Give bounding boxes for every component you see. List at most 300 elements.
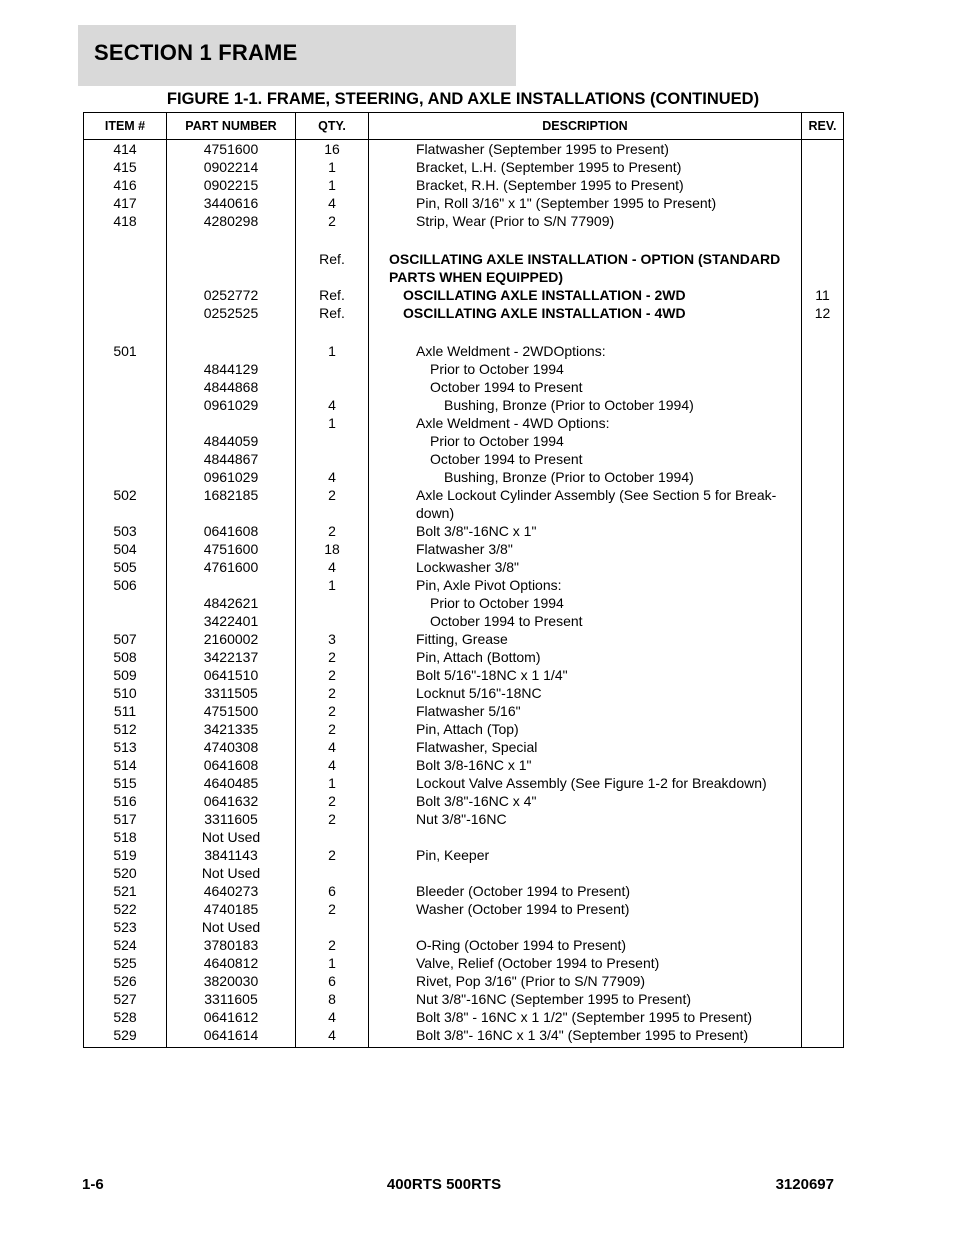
description-cell: Lockout Valve Assembly (See Figure 1-2 for Breakdown) (369, 774, 802, 792)
table-row (84, 612, 844, 630)
table-row (84, 1026, 844, 1048)
item-cell (84, 612, 167, 630)
table-row (84, 468, 844, 486)
part-number-cell: 0641510 (167, 666, 296, 684)
part-number-cell: 0641614 (167, 1026, 296, 1048)
item-cell (84, 304, 167, 322)
table-row (84, 286, 844, 304)
description-cell: Bracket, L.H. (September 1995 to Present) (369, 158, 802, 176)
item-cell: 521 (84, 882, 167, 900)
table-row (84, 954, 844, 972)
rev-cell (802, 158, 844, 176)
header-description: DESCRIPTION (369, 113, 802, 140)
rev-cell (802, 414, 844, 432)
table-row (84, 342, 844, 360)
rev-cell (802, 792, 844, 810)
part-number-cell: 0961029 (167, 468, 296, 486)
part-number-cell: 4844059 (167, 432, 296, 450)
item-cell: 527 (84, 990, 167, 1008)
table-row (84, 666, 844, 684)
item-cell: 526 (84, 972, 167, 990)
item-cell: 508 (84, 648, 167, 666)
part-number-cell: 4844867 (167, 450, 296, 468)
part-number-cell: 3820030 (167, 972, 296, 990)
qty-cell: 1 (296, 158, 369, 176)
description-cell: Fitting, Grease (369, 630, 802, 648)
part-number-cell (167, 342, 296, 360)
part-number-cell: 4640273 (167, 882, 296, 900)
item-cell: 418 (84, 212, 167, 230)
qty-cell: 3 (296, 630, 369, 648)
part-number-cell: 0641608 (167, 522, 296, 540)
spacer-cell (84, 230, 167, 250)
rev-cell (802, 540, 844, 558)
item-cell (84, 432, 167, 450)
part-number-cell: 4751600 (167, 140, 296, 159)
rev-cell (802, 212, 844, 230)
part-number-cell: 4842621 (167, 594, 296, 612)
table-row (84, 140, 844, 159)
description-cell: Axle Weldment - 2WDOptions: (369, 342, 802, 360)
qty-cell: 4 (296, 1026, 369, 1048)
parts-table-body (84, 140, 844, 1048)
table-spacer-row (84, 322, 844, 342)
part-number-cell: 0641632 (167, 792, 296, 810)
qty-cell: 8 (296, 990, 369, 1008)
qty-cell: 4 (296, 468, 369, 486)
description-cell: Flatwasher 3/8" (369, 540, 802, 558)
rev-cell (802, 882, 844, 900)
rev-cell (802, 194, 844, 212)
spacer-cell (84, 322, 167, 342)
rev-cell (802, 900, 844, 918)
rev-cell (802, 450, 844, 468)
rev-cell (802, 1026, 844, 1048)
part-number-cell: 0252772 (167, 286, 296, 304)
rev-cell (802, 666, 844, 684)
description-cell: Valve, Relief (October 1994 to Present) (369, 954, 802, 972)
part-number-cell: 4751600 (167, 540, 296, 558)
header-qty: QTY. (296, 113, 369, 140)
item-cell (84, 286, 167, 304)
item-cell: 506 (84, 576, 167, 594)
part-number-cell (167, 250, 296, 286)
item-cell: 417 (84, 194, 167, 212)
description-cell: Axle Weldment - 4WD Options: (369, 414, 802, 432)
description-cell: Bolt 3/8"- 16NC x 1 3/4" (September 1995 to Present) (369, 1026, 802, 1048)
item-cell: 502 (84, 486, 167, 522)
qty-cell: 6 (296, 882, 369, 900)
table-row (84, 558, 844, 576)
qty-cell: Ref. (296, 250, 369, 286)
qty-cell: 2 (296, 792, 369, 810)
description-cell: OSCILLATING AXLE INSTALLATION - 2WD (369, 286, 802, 304)
table-row (84, 194, 844, 212)
item-cell (84, 250, 167, 286)
qty-cell: 2 (296, 684, 369, 702)
table-header-row (84, 113, 844, 140)
description-cell: OSCILLATING AXLE INSTALLATION - OPTION (STANDARD PARTS WHEN EQUIPPED) (369, 250, 802, 286)
part-number-cell: Not Used (167, 918, 296, 936)
item-cell: 514 (84, 756, 167, 774)
qty-cell: 1 (296, 176, 369, 194)
description-cell: October 1994 to Present (369, 378, 802, 396)
header-part-number: PART NUMBER (167, 113, 296, 140)
description-cell: Nut 3/8"-16NC (369, 810, 802, 828)
table-row (84, 846, 844, 864)
rev-cell (802, 756, 844, 774)
description-cell: Nut 3/8"-16NC (September 1995 to Present) (369, 990, 802, 1008)
footer-doc-number: 3120697 (775, 1176, 834, 1193)
table-row (84, 396, 844, 414)
description-cell: Bolt 3/8" - 16NC x 1 1/2" (September 1995 to Present) (369, 1008, 802, 1026)
qty-cell: 4 (296, 756, 369, 774)
part-number-cell: 3311505 (167, 684, 296, 702)
item-cell: 507 (84, 630, 167, 648)
rev-cell (802, 612, 844, 630)
qty-cell: 2 (296, 212, 369, 230)
qty-cell: 2 (296, 810, 369, 828)
table-row (84, 176, 844, 194)
spacer-cell (802, 230, 844, 250)
rev-cell (802, 576, 844, 594)
rev-cell (802, 594, 844, 612)
part-number-cell: 0902215 (167, 176, 296, 194)
spacer-cell (296, 322, 369, 342)
table-row (84, 648, 844, 666)
table-row (84, 792, 844, 810)
qty-cell (296, 828, 369, 846)
rev-cell (802, 738, 844, 756)
qty-cell (296, 594, 369, 612)
table-row (84, 486, 844, 522)
table-row (84, 414, 844, 432)
rev-cell (802, 720, 844, 738)
rev-cell (802, 774, 844, 792)
description-cell: Pin, Attach (Top) (369, 720, 802, 738)
table-row (84, 972, 844, 990)
part-number-cell: 3421335 (167, 720, 296, 738)
description-cell: Bolt 5/16"-18NC x 1 1/4" (369, 666, 802, 684)
item-cell: 520 (84, 864, 167, 882)
table-row (84, 432, 844, 450)
part-number-cell: 3780183 (167, 936, 296, 954)
table-row (84, 810, 844, 828)
qty-cell: 1 (296, 342, 369, 360)
part-number-cell (167, 414, 296, 432)
qty-cell: 16 (296, 140, 369, 159)
description-cell: Bushing, Bronze (Prior to October 1994) (369, 468, 802, 486)
description-cell: Bleeder (October 1994 to Present) (369, 882, 802, 900)
description-cell: OSCILLATING AXLE INSTALLATION - 4WD (369, 304, 802, 322)
rev-cell (802, 468, 844, 486)
rev-cell (802, 360, 844, 378)
item-cell: 513 (84, 738, 167, 756)
description-cell: October 1994 to Present (369, 450, 802, 468)
table-row (84, 630, 844, 648)
spacer-cell (167, 230, 296, 250)
table-row (84, 594, 844, 612)
table-row (84, 212, 844, 230)
description-cell: Pin, Attach (Bottom) (369, 648, 802, 666)
part-number-cell (167, 576, 296, 594)
table-row (84, 864, 844, 882)
footer-page-number: 1-6 (82, 1176, 104, 1193)
rev-cell: 12 (802, 304, 844, 322)
item-cell: 515 (84, 774, 167, 792)
rev-cell (802, 630, 844, 648)
description-cell: Pin, Keeper (369, 846, 802, 864)
description-cell: Prior to October 1994 (369, 360, 802, 378)
description-cell: Strip, Wear (Prior to S/N 77909) (369, 212, 802, 230)
qty-cell: 2 (296, 936, 369, 954)
table-row (84, 250, 844, 286)
table-row (84, 774, 844, 792)
description-cell (369, 828, 802, 846)
table-row (84, 540, 844, 558)
rev-cell (802, 140, 844, 159)
section-title: SECTION 1 FRAME (94, 40, 298, 65)
header-rev: REV. (802, 113, 844, 140)
part-number-cell: 1682185 (167, 486, 296, 522)
item-cell: 516 (84, 792, 167, 810)
item-cell: 528 (84, 1008, 167, 1026)
item-cell: 504 (84, 540, 167, 558)
rev-cell: 11 (802, 286, 844, 304)
rev-cell (802, 810, 844, 828)
description-cell: Pin, Roll 3/16" x 1" (September 1995 to Present) (369, 194, 802, 212)
rev-cell (802, 684, 844, 702)
spacer-cell (369, 322, 802, 342)
qty-cell: 2 (296, 522, 369, 540)
item-cell (84, 594, 167, 612)
table-row (84, 450, 844, 468)
item-cell: 522 (84, 900, 167, 918)
table-row (84, 304, 844, 322)
qty-cell: 2 (296, 720, 369, 738)
description-cell: Rivet, Pop 3/16" (Prior to S/N 77909) (369, 972, 802, 990)
item-cell: 529 (84, 1026, 167, 1048)
table-row (84, 360, 844, 378)
item-cell (84, 396, 167, 414)
part-number-cell: 3422401 (167, 612, 296, 630)
spacer-cell (296, 230, 369, 250)
rev-cell (802, 176, 844, 194)
rev-cell (802, 648, 844, 666)
description-cell: Bolt 3/8"-16NC x 4" (369, 792, 802, 810)
rev-cell (802, 558, 844, 576)
footer-model: 400RTS 500RTS (386, 1176, 502, 1193)
description-cell: Bracket, R.H. (September 1995 to Present) (369, 176, 802, 194)
table-row (84, 990, 844, 1008)
part-number-cell: 3311605 (167, 990, 296, 1008)
description-cell (369, 864, 802, 882)
table-row (84, 828, 844, 846)
qty-cell: Ref. (296, 304, 369, 322)
qty-cell (296, 612, 369, 630)
part-number-cell: 3422137 (167, 648, 296, 666)
qty-cell: 2 (296, 648, 369, 666)
part-number-cell: 0961029 (167, 396, 296, 414)
rev-cell (802, 396, 844, 414)
table-row (84, 158, 844, 176)
description-cell: Prior to October 1994 (369, 432, 802, 450)
spacer-cell (369, 230, 802, 250)
table-spacer-row (84, 230, 844, 250)
part-number-cell: 2160002 (167, 630, 296, 648)
rev-cell (802, 936, 844, 954)
item-cell: 517 (84, 810, 167, 828)
qty-cell: 2 (296, 702, 369, 720)
qty-cell: 1 (296, 954, 369, 972)
rev-cell (802, 250, 844, 286)
description-cell (369, 918, 802, 936)
description-cell: Bolt 3/8"-16NC x 1" (369, 522, 802, 540)
item-cell: 505 (84, 558, 167, 576)
qty-cell: 4 (296, 558, 369, 576)
qty-cell: 18 (296, 540, 369, 558)
item-cell: 525 (84, 954, 167, 972)
item-cell: 519 (84, 846, 167, 864)
part-number-cell: Not Used (167, 828, 296, 846)
rev-cell (802, 1008, 844, 1026)
item-cell (84, 450, 167, 468)
item-cell (84, 414, 167, 432)
qty-cell: 4 (296, 738, 369, 756)
part-number-cell: Not Used (167, 864, 296, 882)
part-number-cell: 4844129 (167, 360, 296, 378)
qty-cell (296, 432, 369, 450)
rev-cell (802, 486, 844, 522)
rev-cell (802, 378, 844, 396)
item-cell (84, 360, 167, 378)
item-cell: 512 (84, 720, 167, 738)
qty-cell: 2 (296, 900, 369, 918)
part-number-cell: 0252525 (167, 304, 296, 322)
part-number-cell: 3311605 (167, 810, 296, 828)
qty-cell: 2 (296, 846, 369, 864)
rev-cell (802, 990, 844, 1008)
part-number-cell: 4280298 (167, 212, 296, 230)
table-row (84, 522, 844, 540)
part-number-cell: 3841143 (167, 846, 296, 864)
description-cell: O-Ring (October 1994 to Present) (369, 936, 802, 954)
item-cell (84, 468, 167, 486)
qty-cell: 4 (296, 194, 369, 212)
rev-cell (802, 828, 844, 846)
part-number-cell: 4640485 (167, 774, 296, 792)
description-cell: Axle Lockout Cylinder Assembly (See Section 5 for Break-down) (369, 486, 802, 522)
table-row (84, 936, 844, 954)
rev-cell (802, 432, 844, 450)
qty-cell (296, 864, 369, 882)
part-number-cell: 4761600 (167, 558, 296, 576)
table-row (84, 882, 844, 900)
table-row (84, 756, 844, 774)
table-row (84, 1008, 844, 1026)
item-cell: 510 (84, 684, 167, 702)
part-number-cell: 3440616 (167, 194, 296, 212)
description-cell: Bushing, Bronze (Prior to October 1994) (369, 396, 802, 414)
item-cell: 524 (84, 936, 167, 954)
item-cell: 501 (84, 342, 167, 360)
description-cell: October 1994 to Present (369, 612, 802, 630)
part-number-cell: 0641612 (167, 1008, 296, 1026)
description-cell: Lockwasher 3/8" (369, 558, 802, 576)
rev-cell (802, 918, 844, 936)
spacer-cell (167, 322, 296, 342)
rev-cell (802, 342, 844, 360)
parts-table (83, 112, 844, 1048)
table-row (84, 720, 844, 738)
table-row (84, 900, 844, 918)
description-cell: Flatwasher, Special (369, 738, 802, 756)
description-cell: Flatwasher 5/16" (369, 702, 802, 720)
table-row (84, 684, 844, 702)
item-cell: 414 (84, 140, 167, 159)
table-row (84, 378, 844, 396)
header-item: ITEM # (84, 113, 167, 140)
qty-cell (296, 918, 369, 936)
part-number-cell: 0902214 (167, 158, 296, 176)
qty-cell (296, 378, 369, 396)
part-number-cell: 4740308 (167, 738, 296, 756)
spacer-cell (802, 322, 844, 342)
item-cell: 511 (84, 702, 167, 720)
qty-cell: 1 (296, 414, 369, 432)
item-cell: 523 (84, 918, 167, 936)
table-row (84, 576, 844, 594)
qty-cell: 1 (296, 576, 369, 594)
description-cell: Bolt 3/8-16NC x 1" (369, 756, 802, 774)
description-cell: Prior to October 1994 (369, 594, 802, 612)
rev-cell (802, 846, 844, 864)
rev-cell (802, 702, 844, 720)
part-number-cell: 4751500 (167, 702, 296, 720)
qty-cell: 2 (296, 486, 369, 522)
rev-cell (802, 522, 844, 540)
qty-cell: 4 (296, 396, 369, 414)
qty-cell: 4 (296, 1008, 369, 1026)
item-cell: 416 (84, 176, 167, 194)
qty-cell: 2 (296, 666, 369, 684)
rev-cell (802, 954, 844, 972)
rev-cell (802, 864, 844, 882)
qty-cell: 6 (296, 972, 369, 990)
item-cell: 503 (84, 522, 167, 540)
qty-cell (296, 450, 369, 468)
qty-cell (296, 360, 369, 378)
table-row (84, 918, 844, 936)
item-cell (84, 378, 167, 396)
figure-title: FIGURE 1-1. FRAME, STEERING, AND AXLE INSTALLATIONS (CONTINUED) (166, 90, 760, 108)
item-cell: 509 (84, 666, 167, 684)
part-number-cell: 4640812 (167, 954, 296, 972)
description-cell: Locknut 5/16"-18NC (369, 684, 802, 702)
qty-cell: 1 (296, 774, 369, 792)
table-row (84, 738, 844, 756)
part-number-cell: 0641608 (167, 756, 296, 774)
table-row (84, 702, 844, 720)
part-number-cell: 4740185 (167, 900, 296, 918)
description-cell: Washer (October 1994 to Present) (369, 900, 802, 918)
qty-cell: Ref. (296, 286, 369, 304)
part-number-cell: 4844868 (167, 378, 296, 396)
item-cell: 415 (84, 158, 167, 176)
item-cell: 518 (84, 828, 167, 846)
rev-cell (802, 972, 844, 990)
description-cell: Flatwasher (September 1995 to Present) (369, 140, 802, 159)
